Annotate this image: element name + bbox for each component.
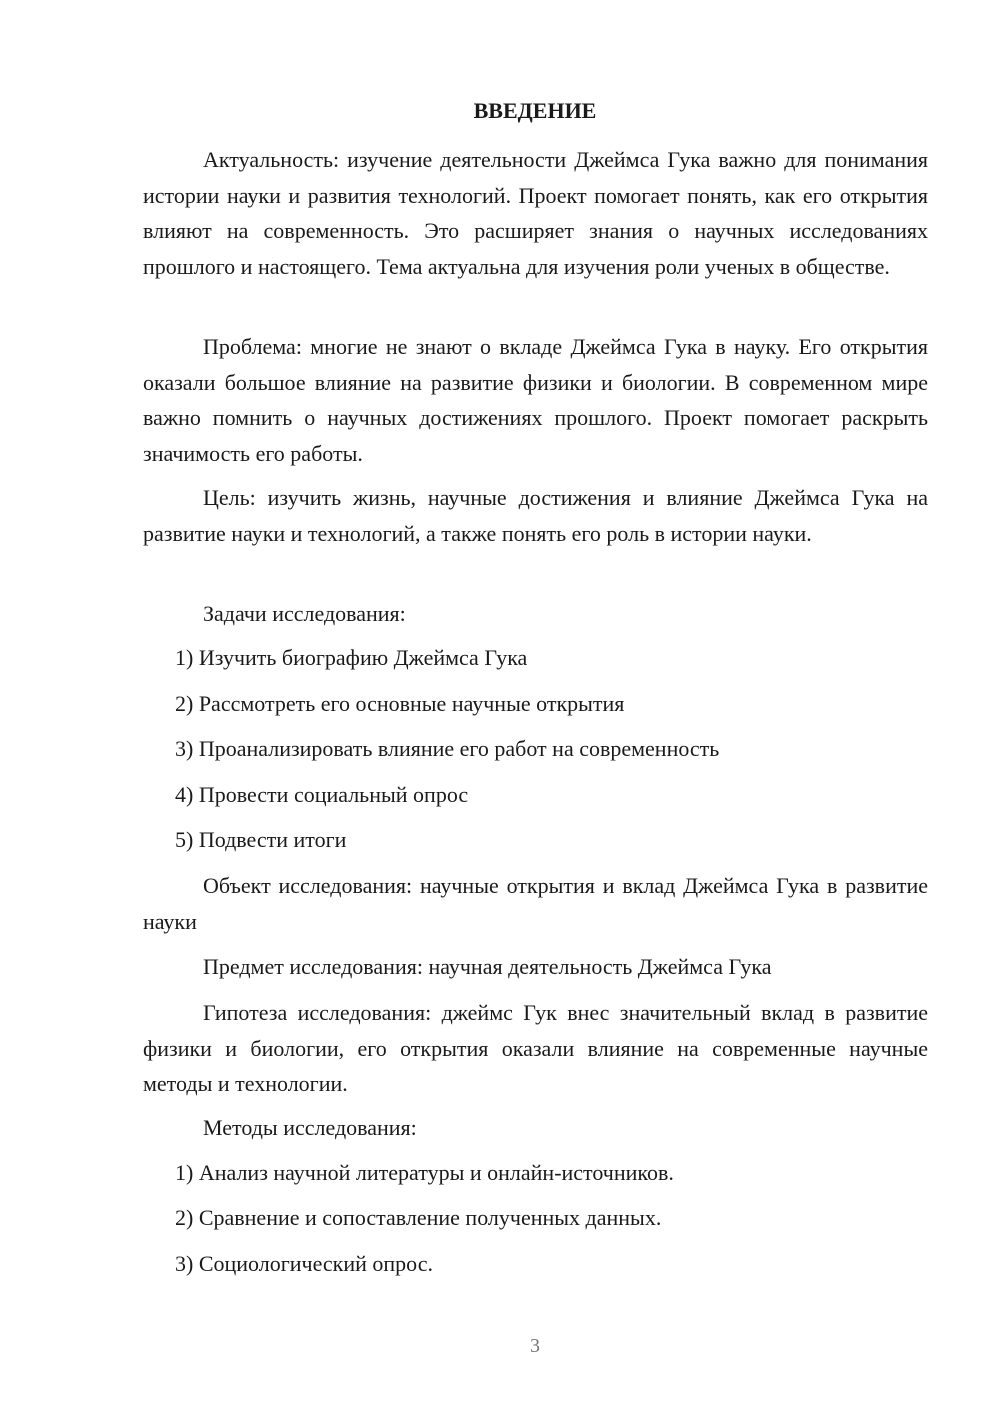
tasks-title: Задачи исследования: <box>203 601 406 626</box>
hypothesis-paragraph: Гипотеза исследования: джеймс Гук внес значительный вклад в развитие физики и биологии, его открытия оказали влияние на современные научные методы и технологии. <box>143 1000 928 1096</box>
object-paragraph: Объект исследования: научные открытия и вклад Джеймса Гука в развитие науки <box>143 873 928 934</box>
problem-paragraph: Проблема: многие не знают о вкладе Джеймса Гука в науку. Его открытия оказали большое влияние на развитие физики и биологии. В современном мире важно помнить о научных достижениях прошлого. Проект помогает раскрыть значимость его работы. <box>143 334 928 466</box>
list-item-task-2: 2) Рассмотреть его основные научные открытия <box>175 691 625 716</box>
list-item-task-4: 4) Провести социальный опрос <box>175 782 469 807</box>
goal-paragraph: Цель: изучить жизнь, научные достижения и влияние Джеймса Гука на развитие науки и технологий, а также понять его роль в истории науки. <box>143 485 928 546</box>
methods-title: Методы исследования: <box>203 1115 417 1140</box>
list-item-task-3: 3) Проанализировать влияние его работ на современность <box>175 736 720 761</box>
list-item-task-1: 1) Изучить биографию Джеймса Гука <box>175 645 528 670</box>
list-item-method-3: 3) Социологический опрос. <box>175 1251 433 1276</box>
list-item-method-2: 2) Сравнение и сопоставление полученных данных. <box>175 1205 662 1230</box>
list-item-method-1: 1) Анализ научной литературы и онлайн-источников. <box>175 1160 674 1185</box>
page-title: ВВЕДЕНИЕ <box>473 98 597 123</box>
subject-paragraph: Предмет исследования: научная деятельность Джеймса Гука <box>203 954 772 979</box>
relevance-paragraph: Актуальность: изучение деятельности Джеймса Гука важно для понимания истории науки и развития технологий. Проект помогает понять, как его открытия влияют на современность. Это расширяет знания о научных исследованиях прошлого и настоящего. Тема актуальна для изучения роли ученых в обществе. <box>143 147 928 279</box>
page-number: 3 <box>530 1335 540 1357</box>
list-item-task-5: 5) Подвести итоги <box>175 827 347 852</box>
